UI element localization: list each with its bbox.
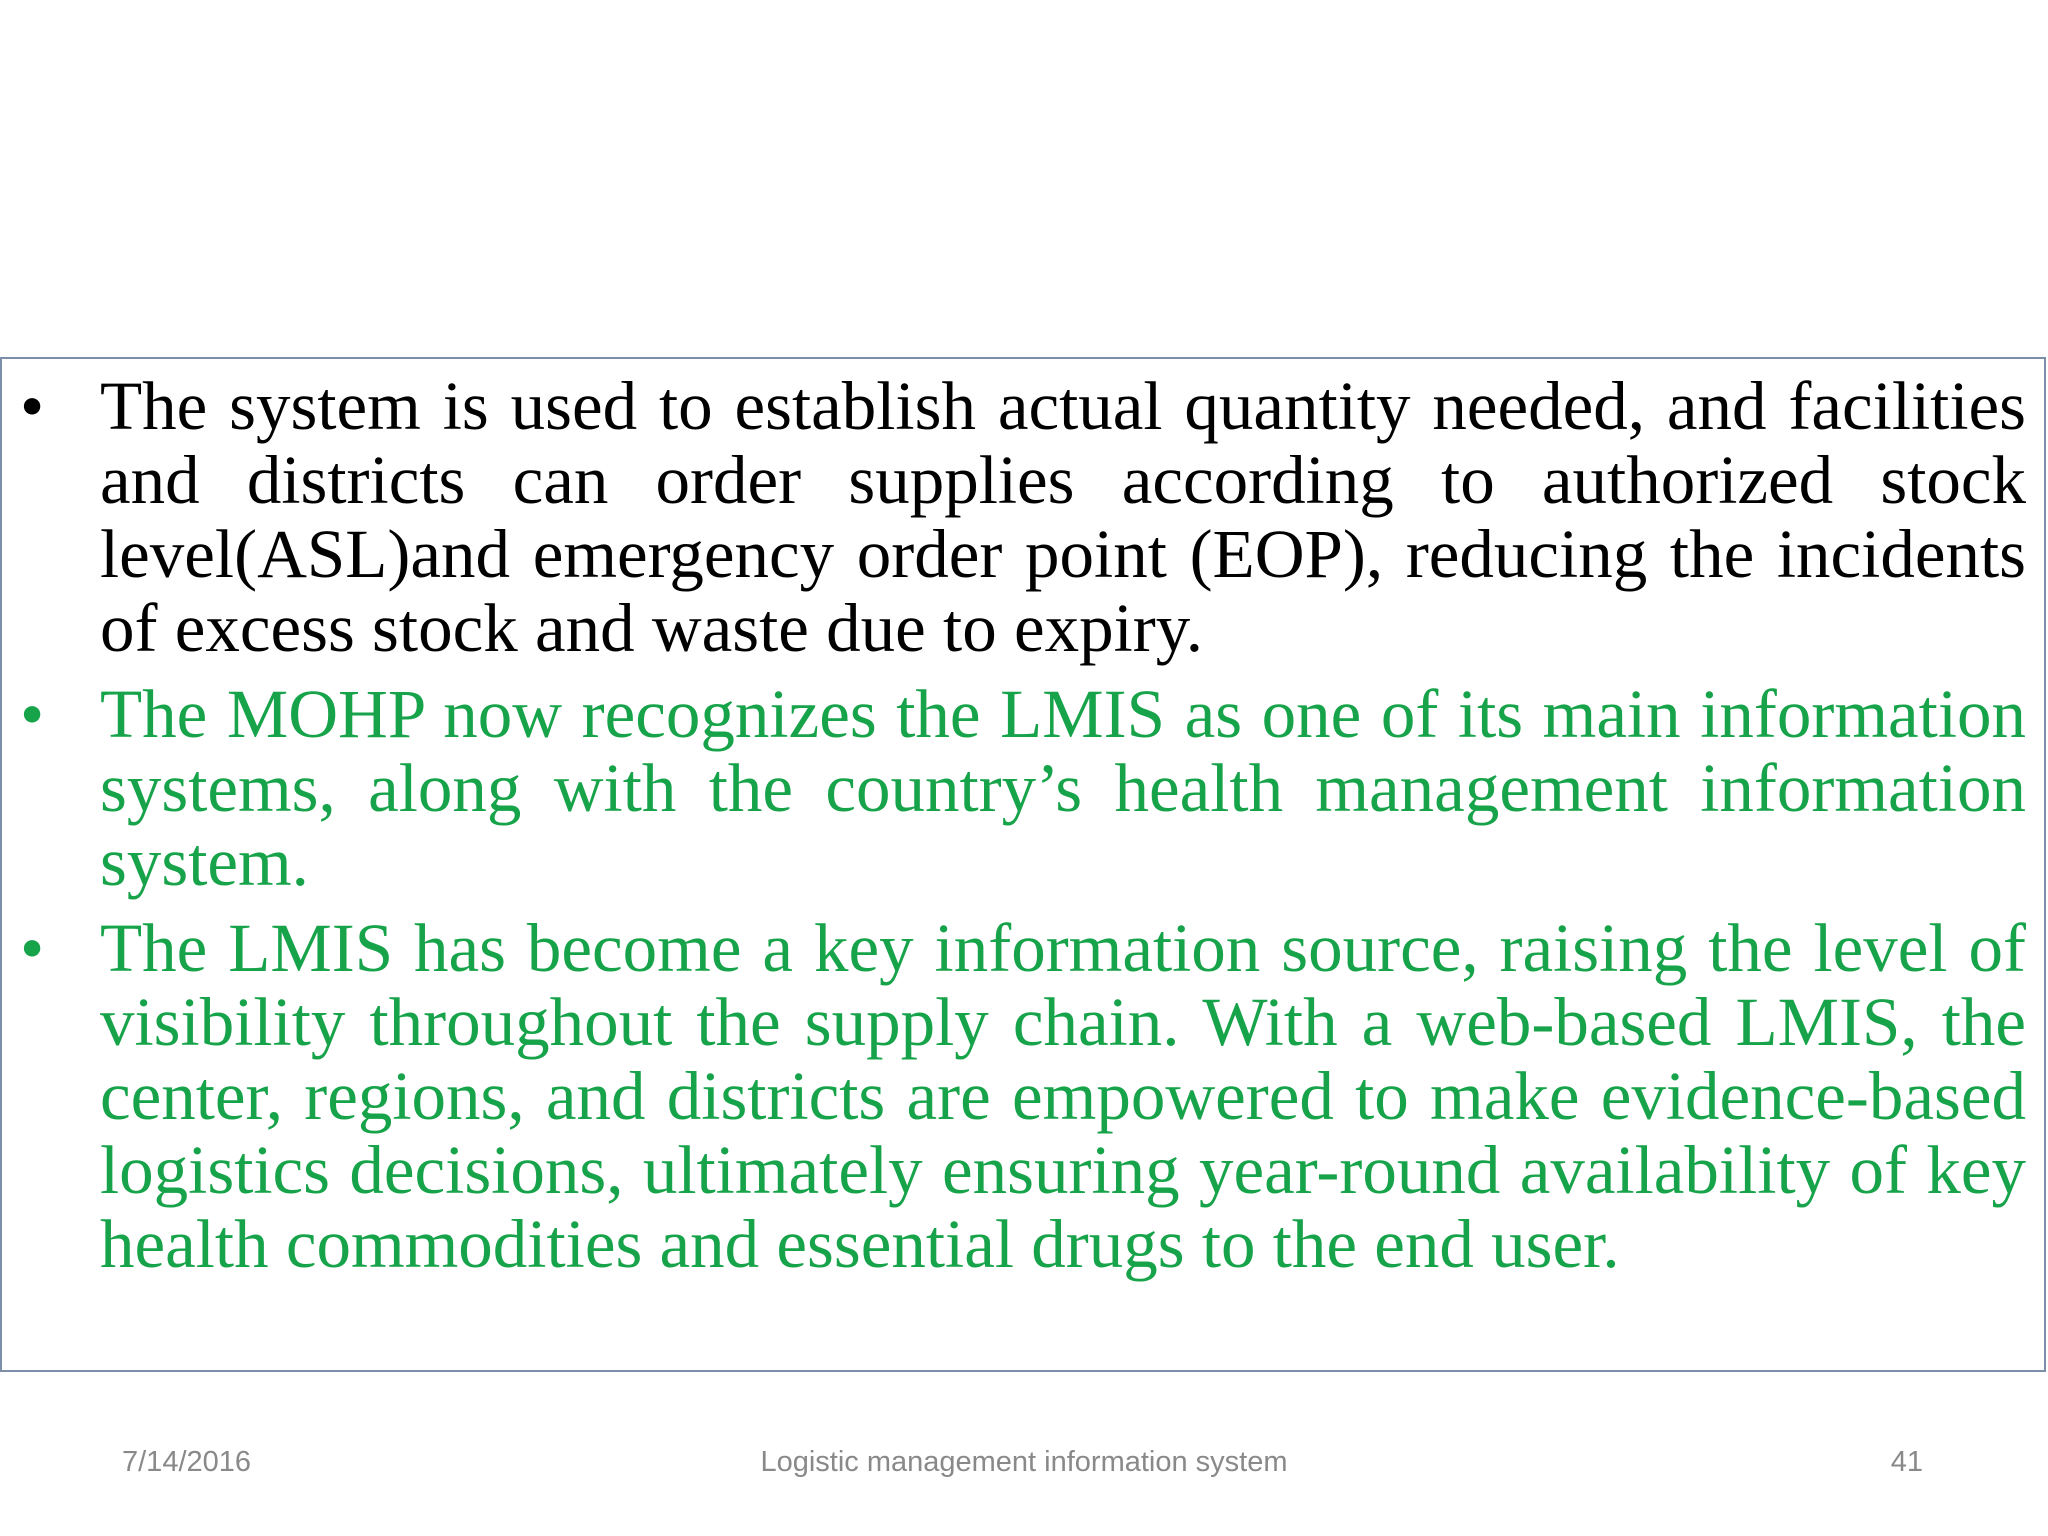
- footer-date: 7/14/2016: [122, 1446, 252, 1478]
- footer-title: Logistic management information system: [760, 1446, 1288, 1478]
- bullet-text: The MOHP now recognizes the LMIS as one of its main information systems, along with the country’s health management information system.: [100, 676, 2026, 900]
- bullet-marker: •: [20, 676, 45, 752]
- bullet-marker: •: [20, 910, 45, 986]
- footer-page-number: 41: [1890, 1446, 1923, 1478]
- bullet-text: The LMIS has become a key information source, raising the level of visibility throughout the supply chain. With a web-based LMIS, the center, regions, and districts are empowered to make evidence-based logistics decisions, ultimately ensuring year-round availability of key health commodities and essential drugs to the end user.: [100, 910, 2026, 1282]
- bullet-item-system-usage: [2, 369, 2042, 665]
- bullet-text: The system is used to establish actual quantity needed, and facilities and districts can order supplies according to authorized stock level(ASL)and emergency order point (EOP), reducing the incidents of excess stock and waste due to expiry.: [100, 368, 2026, 666]
- bullet-marker: •: [20, 368, 45, 444]
- bullet-list: [2, 369, 2042, 1293]
- bullet-item-mohp-recognition: [2, 677, 2042, 899]
- content-text-box: [0, 357, 2046, 1372]
- bullet-item-lmis-key-source: [2, 911, 2042, 1281]
